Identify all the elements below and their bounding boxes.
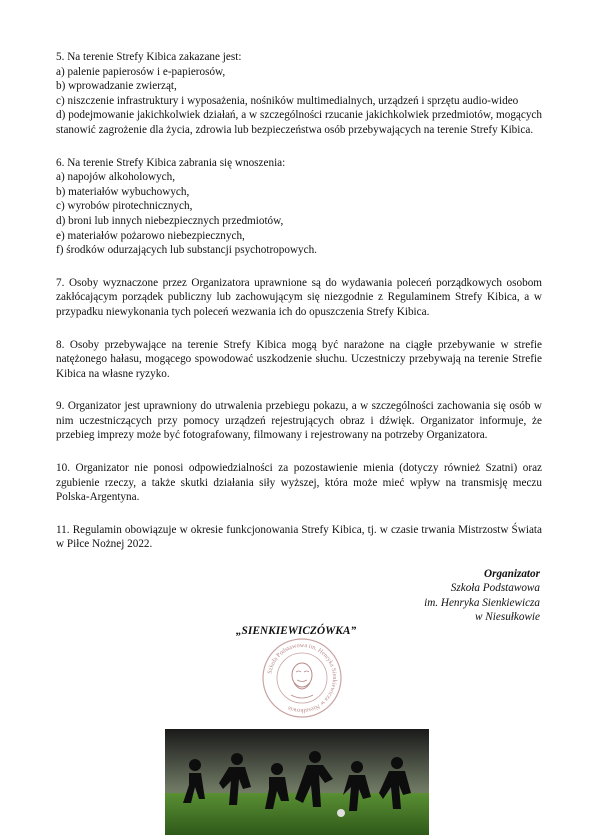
signature-block [424, 567, 540, 625]
section-11 [56, 523, 542, 552]
signature-title: Organizator [484, 568, 540, 580]
section-6-item-b: b) materiałów wybuchowych, [56, 185, 190, 198]
seal-ring-text: Szkoła Podstawowa im. Henryka Sienkiewicza w Niesułkowie [266, 641, 339, 715]
document-body [56, 50, 542, 570]
section-7 [56, 276, 542, 320]
section-9 [56, 399, 542, 443]
section-5-item-a: a) palenie papierosów i e-papierosów, [56, 65, 226, 78]
football-players-photo [165, 729, 429, 835]
section-5-item-c: c) niszczenie infrastruktury i wyposażenia, nośników multimedialnych, urządzeń i sprzętu audio-wideo [56, 94, 519, 107]
section-7-text: 7. Osoby wyznaczone przez Organizatora uprawnione są do wydawania poleceń porządkowych osobom zakłócającym porządek publiczny lub zachowującym się niezgodnie z Regulaminem Strefy Kibica, a w przypadku niewykonania tych poleceń wezwania ich do opuszczenia Strefy Kibica. [56, 276, 542, 318]
signature-line-2: im. Henryka Sienkiewicza [424, 596, 540, 609]
school-nickname: „SIENKIEWICZÓWKA” [235, 625, 357, 637]
section-6-item-c: c) wyrobów pirotechnicznych, [56, 200, 193, 213]
section-6-heading: 6. Na terenie Strefy Kibica zabrania się wnoszenia: [56, 156, 286, 169]
section-11-text: 11. Regulamin obowiązuje w okresie funkcjonowania Strefy Kibica, tj. w czasie trwania Mistrzostw Świata w Piłce Nożnej 2022. [56, 523, 542, 551]
section-5 [56, 50, 542, 138]
section-8-text: 8. Osoby przebywające na terenie Strefy Kibica mogą być narażone na ciągłe przebywanie w strefie natężonego hałasu, mogącego spowodować uszkodzenie słuchu. Uczestniczy przebywają na terenie Strefie Kibica na własne ryzyko. [56, 338, 542, 380]
school-seal-stamp [261, 637, 343, 719]
section-6-item-e: e) materiałów pożarowo niebezpiecznych, [56, 229, 245, 242]
section-5-heading: 5. Na terenie Strefy Kibica zakazane jest: [56, 51, 242, 63]
section-8 [56, 338, 542, 382]
section-10 [56, 461, 542, 505]
section-6-item-f: f) środków odurzających lub substancji psychotropowych. [56, 244, 317, 257]
section-9-text: 9. Organizator jest uprawniony do utrwalenia przebiegu pokazu, a w szczególności zachowania się osób w nim uczestniczących przy pomocy urządzeń rejestrujących obraz i dźwięk. Organizator informuje, że przebieg imprezy może być fotografowany, filmowany i rejestrowany na potrzeby Organizatora. [56, 400, 542, 442]
section-6-item-d: d) broni lub innych niebezpiecznych przedmiotów, [56, 214, 284, 227]
signature-line-1: Szkoła Podstawowa [450, 582, 540, 595]
section-6 [56, 156, 542, 258]
section-6-item-a: a) napojów alkoholowych, [56, 171, 175, 184]
section-5-item-b: b) wprowadzanie zwierząt, [56, 80, 177, 93]
section-10-text: 10. Organizator nie ponosi odpowiedzialności za pozostawienie mienia (dotyczy również Szatni) oraz zgubienie rzeczy, a także skutki działania siły wyższej, która może mieć wpływ na transmisję meczu Polska-Argentyna. [56, 462, 542, 504]
section-5-item-d: d) podejmowanie jakichkolwiek działań, a w szczególności rzucanie jakichkolwiek przedmiotów, mogących stanowić zagrożenie dla życia, zdrowia lub bezpieczeństwa osób przebywających na terenie Strefy Kibica. [56, 109, 542, 136]
signature-line-3: w Niesułkowie [475, 611, 540, 624]
